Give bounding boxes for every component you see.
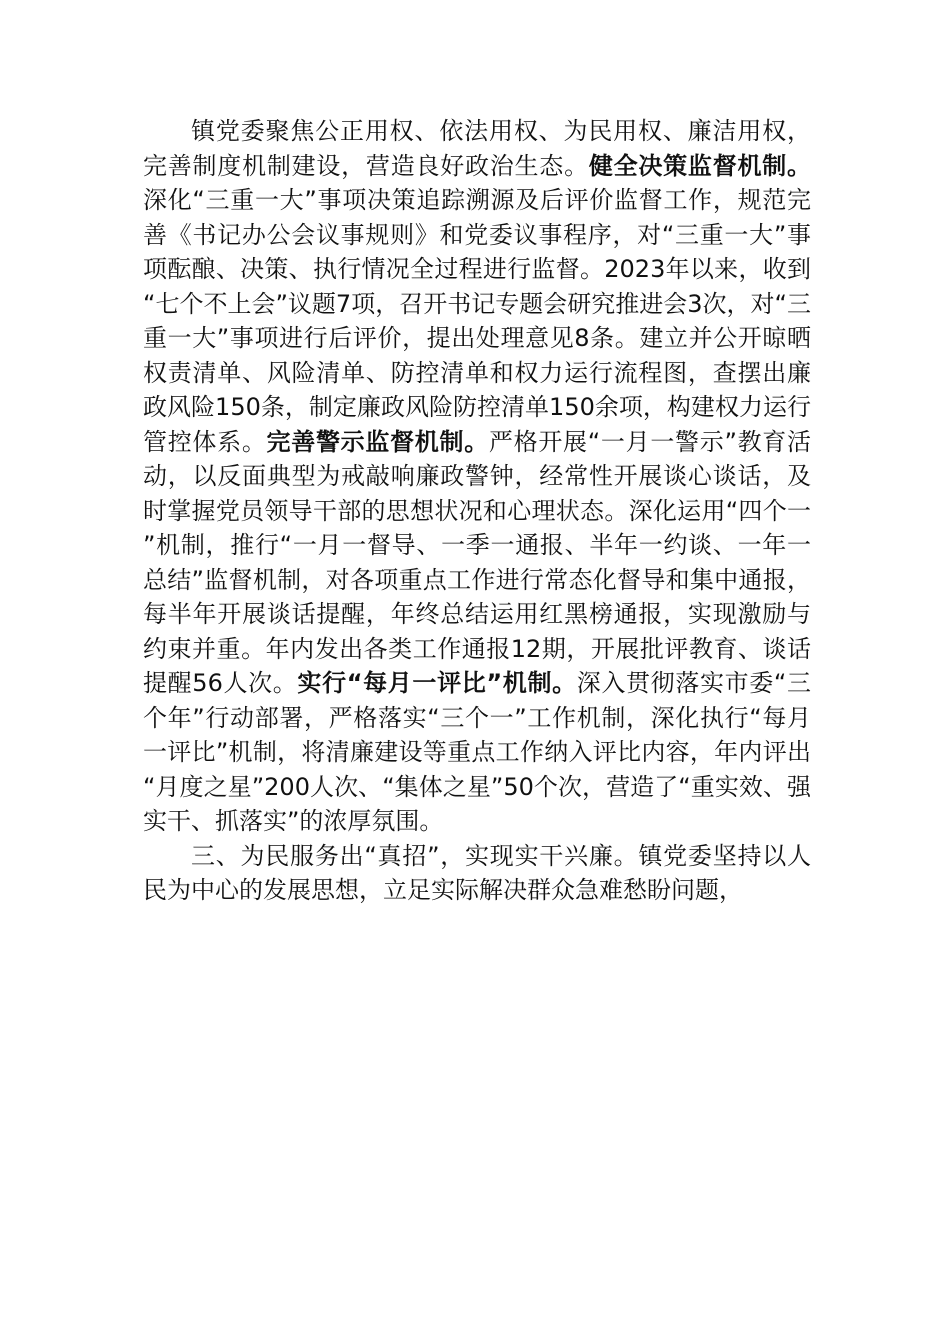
paragraph-section-three	[143, 839, 811, 908]
section-three-body: 镇党委坚持以人民为中心的发展思想，立足实际解决群众急难愁盼问题，	[143, 841, 811, 904]
heading-warning-supervision: 完善警示监督机制。	[266, 427, 489, 456]
paragraph-intro: 镇党委聚焦公正用权、依法用权、为民用权、廉洁用权，完善制度机制建设，营造良好政治生态。	[143, 117, 811, 180]
heading-decision-supervision: 健全决策监督机制。	[588, 151, 812, 180]
heading-monthly-evaluation: 实行“每月一评比”机制。	[297, 669, 577, 697]
body-monthly-evaluation: 深入贯彻落实市委“三个年”行动部署，严格落实“三个一”工作机制，深化执行“每月一评比”机制，将清廉建设等重点工作纳入评比内容，年内评出“月度之星”200人次、“集体之星”50个次，营造了“重实效、强实干、抓落实”的浓厚氛围。	[143, 669, 811, 835]
paragraph-supervision-mechanisms	[143, 114, 811, 839]
body-decision-supervision: 深化“三重一大”事项决策追踪溯源及后评价监督工作，规范完善《书记办公会议事规则》和党委议事程序，对“三重一大”事项酝酿、决策、执行情况全过程进行监督。2023年以来，收到“七个不上会”议题7项，召开书记专题会研究推进会3次，对“三重一大”事项进行后评价，提出处理意见8条。建立并公开晾晒权责清单、风险清单、防控清单和权力运行流程图，查摆出廉政风险150条，制定廉政风险防控清单150余项，构建权力运行管控体系。	[143, 186, 811, 456]
body-warning-supervision: 严格开展“一月一警示”教育活动，以反面典型为戒敲响廉政警钟，经常性开展谈心谈话，及时掌握党员领导干部的思想状况和心理状态。深化运用“四个一”机制，推行“一月一督导、一季一通报、半年一约谈、一年一总结”监督机制，对各项重点工作进行常态化督导和集中通报，每半年开展谈话提醒，年终总结运用红黑榜通报，实现激励与约束并重。年内发出各类工作通报12期，开展批评教育、谈话提醒56人次。	[143, 427, 811, 697]
section-three-heading: 三、为民服务出“真招”，实现实干兴廉。	[191, 841, 639, 870]
document-body	[143, 114, 811, 908]
